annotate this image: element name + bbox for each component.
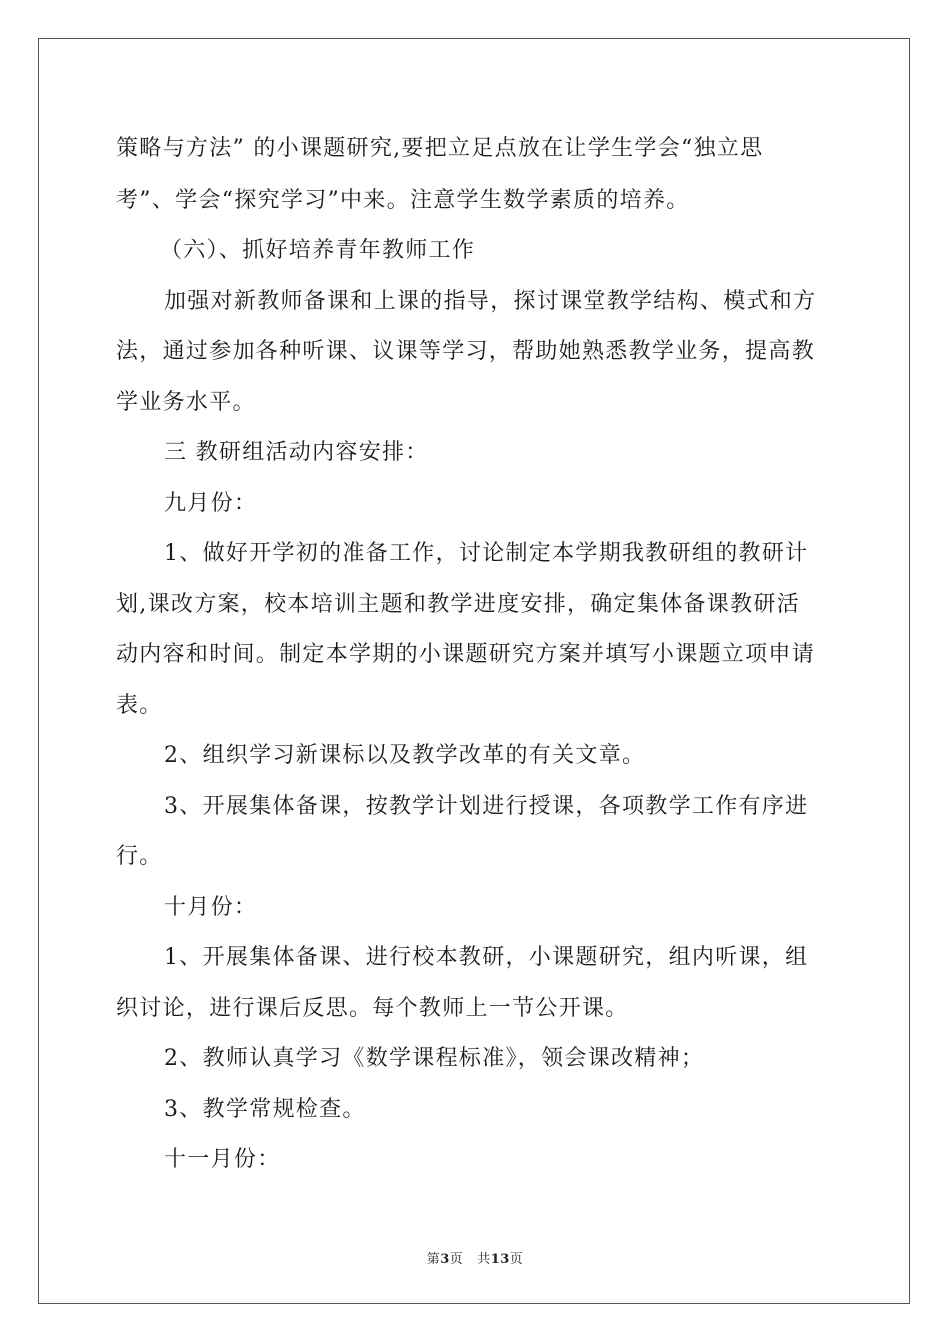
month-heading-november: 十一月份：	[164, 1147, 281, 1172]
text-line-19: 2、教师认真学习《数学课程标准》，领会课改精神；	[164, 1046, 705, 1071]
text-line-13: 2、组织学习新课标以及教学改革的有关文章。	[164, 743, 646, 768]
section-heading-6: （六）、抓好培养青年教师工作	[160, 238, 476, 263]
text-line-10: 划,课改方案，校本培训主题和教学进度安排，确定集体备课教研活	[116, 592, 800, 617]
page-total-prefix: 共	[477, 1252, 491, 1267]
month-heading-september: 九月份：	[164, 491, 258, 516]
page-number-current: 3	[440, 1252, 450, 1267]
month-heading-october: 十月份：	[164, 895, 258, 920]
section-heading-3: 三 教研组活动内容安排：	[164, 440, 429, 465]
text-line-4: 加强对新教师备课和上课的指导，探讨课堂教学结构、模式和方	[164, 289, 817, 314]
page-number-suffix: 页	[449, 1252, 464, 1267]
text-line-17: 1、开展集体备课、进行校本教研，小课题研究，组内听课，组	[164, 945, 809, 970]
text-line-11: 动内容和时间。制定本学期的小课题研究方案并填写小课题立项申请	[116, 642, 816, 667]
text-line-2: 考”、学会“探究学习”中来。注意学生数学素质的培养。	[116, 188, 690, 213]
text-line-18: 织讨论，进行课后反思。每个教师上一节公开课。	[116, 996, 629, 1021]
text-line-6: 学业务水平。	[116, 390, 256, 415]
page-footer	[0, 1248, 950, 1267]
page-number-prefix: 第	[426, 1252, 441, 1267]
page-number-total: 13	[490, 1252, 510, 1267]
text-line-12: 表。	[116, 693, 163, 718]
text-line-1: 策略与方法” 的小课题研究,要把立足点放在让学生学会“独立思	[116, 136, 764, 161]
text-line-5: 法，通过参加各种听课、议课等学习，帮助她熟悉教学业务，提高教	[116, 339, 816, 364]
text-line-9: 1、做好开学初的准备工作，讨论制定本学期我教研组的教研计	[164, 541, 809, 566]
text-line-15: 行。	[116, 844, 163, 869]
page-total-suffix: 页	[509, 1252, 524, 1267]
text-line-14: 3、开展集体备课，按教学计划进行授课，各项教学工作有序进	[164, 794, 809, 819]
text-line-20: 3、教学常规检查。	[164, 1097, 366, 1122]
